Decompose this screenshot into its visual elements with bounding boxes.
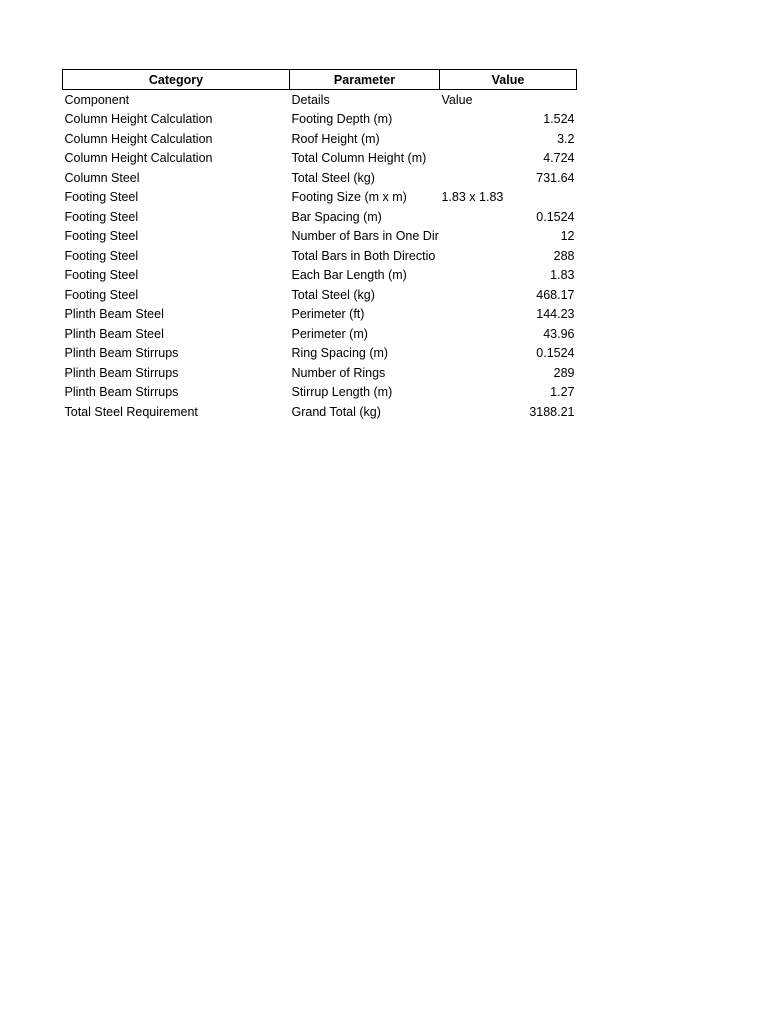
- cell-category: Plinth Beam Stirrups: [64, 346, 179, 361]
- table-row: [63, 305, 577, 325]
- table-row: [63, 246, 577, 266]
- cell-category: Footing Steel: [64, 190, 139, 205]
- cell-parameter: Total Steel (kg): [291, 287, 375, 302]
- cell-value: Value: [441, 92, 473, 107]
- table-row: [63, 168, 577, 188]
- table-row: [63, 344, 577, 364]
- table-row: [63, 285, 577, 305]
- cell-category: Column Height Calculation: [64, 131, 213, 146]
- cell-parameter: Details: [291, 92, 330, 107]
- cell-parameter: Ring Spacing (m): [291, 346, 389, 361]
- steel-requirement-table: [62, 69, 577, 422]
- table-row: [63, 188, 577, 208]
- table-row: [63, 110, 577, 130]
- table-body: [63, 90, 577, 422]
- table-row: [63, 266, 577, 286]
- header-parameter: Parameter: [290, 70, 440, 90]
- cell-value: 289: [553, 365, 575, 380]
- table-row: [63, 227, 577, 247]
- cell-parameter: Footing Size (m x m): [291, 190, 407, 205]
- table-row: [63, 363, 577, 383]
- cell-value: 144.23: [536, 307, 575, 322]
- cell-category: Column Height Calculation: [64, 151, 213, 166]
- cell-parameter: Grand Total (kg): [291, 404, 381, 419]
- table-row: [63, 383, 577, 403]
- cell-value: 468.17: [536, 287, 575, 302]
- cell-category: Footing Steel: [64, 209, 139, 224]
- cell-value: 731.64: [536, 170, 575, 185]
- cell-parameter: Each Bar Length (m): [291, 268, 407, 283]
- cell-parameter: Total Steel (kg): [291, 170, 375, 185]
- table-row: [63, 207, 577, 227]
- cell-category: Footing Steel: [64, 287, 139, 302]
- cell-value: 0.1524: [536, 209, 575, 224]
- cell-category: Column Height Calculation: [64, 112, 213, 127]
- cell-category: Plinth Beam Stirrups: [64, 365, 179, 380]
- cell-category: Footing Steel: [64, 248, 139, 263]
- cell-parameter: Number of Rings: [291, 365, 386, 380]
- cell-value: 12: [560, 229, 575, 244]
- header-value: Value: [440, 70, 577, 90]
- header-row: [63, 70, 577, 90]
- cell-category: Footing Steel: [64, 268, 139, 283]
- cell-category: Plinth Beam Steel: [64, 326, 164, 341]
- cell-category: Footing Steel: [64, 229, 139, 244]
- cell-category: Plinth Beam Steel: [64, 307, 164, 322]
- cell-value: 1.83 x 1.83: [441, 190, 504, 205]
- header-category: Category: [63, 70, 290, 90]
- cell-parameter: Roof Height (m): [291, 131, 380, 146]
- spreadsheet-page: [62, 69, 576, 422]
- cell-parameter: Bar Spacing (m): [291, 209, 382, 224]
- cell-parameter: Stirrup Length (m): [291, 385, 393, 400]
- cell-category: Component: [64, 92, 130, 107]
- cell-value: 4.724: [543, 151, 575, 166]
- cell-value: 1.524: [543, 112, 575, 127]
- cell-parameter: Total Column Height (m): [291, 151, 427, 166]
- cell-parameter: Perimeter (ft): [291, 307, 365, 322]
- cell-value: 43.96: [543, 326, 575, 341]
- cell-category: Column Steel: [64, 170, 140, 185]
- table-row: [63, 149, 577, 169]
- cell-value: 1.83: [550, 268, 575, 283]
- cell-parameter: Total Bars in Both Directio: [291, 248, 436, 263]
- cell-value: 1.27: [550, 385, 575, 400]
- cell-parameter: Footing Depth (m): [291, 112, 393, 127]
- cell-parameter: Perimeter (m): [291, 326, 368, 341]
- cell-value: 288: [553, 248, 575, 263]
- cell-category: Total Steel Requirement: [64, 404, 198, 419]
- table-row: [63, 324, 577, 344]
- cell-category: Plinth Beam Stirrups: [64, 385, 179, 400]
- table-row: [63, 402, 577, 422]
- cell-value: 0.1524: [536, 346, 575, 361]
- cell-parameter: Number of Bars in One Dir: [291, 229, 439, 244]
- cell-value: 3.2: [557, 131, 575, 146]
- table-row: [63, 90, 577, 110]
- table-row: [63, 129, 577, 149]
- cell-value: 3188.21: [529, 404, 575, 419]
